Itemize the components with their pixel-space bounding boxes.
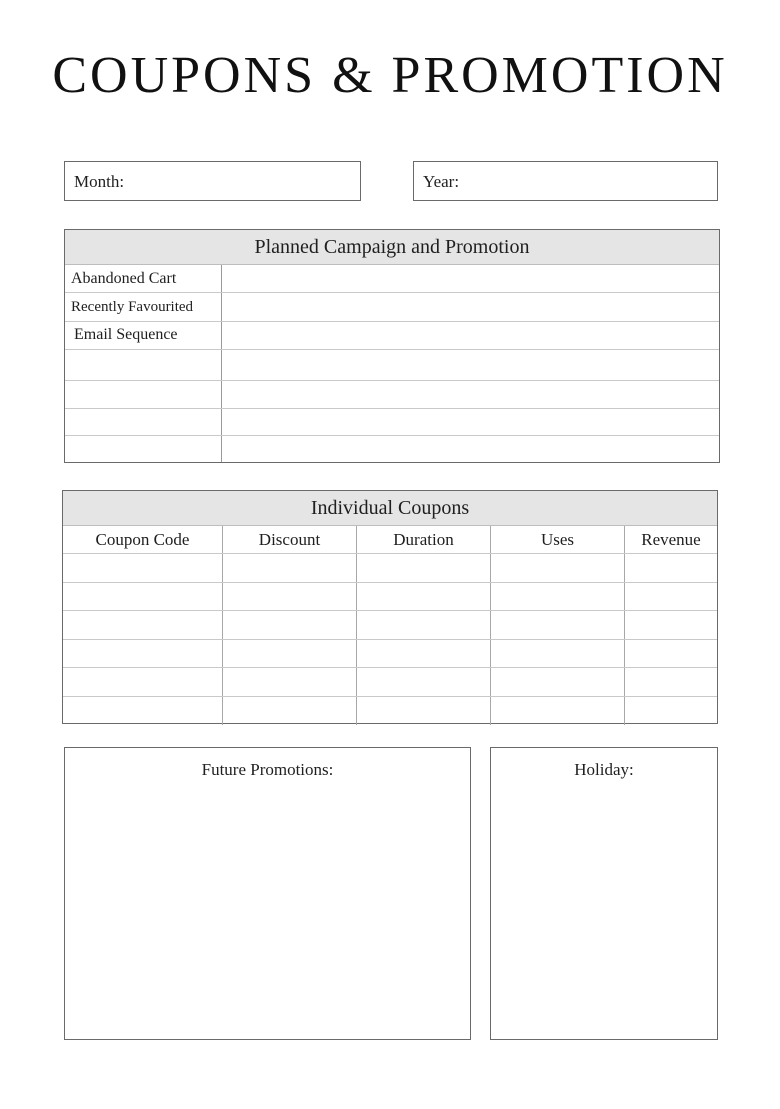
campaign-label-cell: Abandoned Cart [65,265,222,292]
table-cell[interactable] [63,554,223,582]
campaign-value-cell[interactable] [222,322,719,349]
campaign-value-cell[interactable] [222,409,719,435]
table-cell[interactable] [63,583,223,611]
table-cell[interactable] [63,611,223,639]
table-cell[interactable] [625,697,717,726]
campaign-value-cell[interactable] [222,381,719,408]
table-cell[interactable] [625,611,717,639]
holiday-box[interactable] [490,747,718,1040]
table-cell[interactable] [625,640,717,668]
table-cell[interactable] [357,668,491,696]
month-label: Month: [74,172,125,191]
table-row [63,583,717,612]
table-row [65,265,719,293]
campaign-value-cell[interactable] [222,436,719,462]
table-cell[interactable] [491,583,625,611]
campaign-label-cell [65,409,222,435]
table-cell[interactable] [491,697,625,726]
table-cell[interactable] [357,554,491,582]
future-promotions-label: Future Promotions: [201,760,334,779]
table-cell[interactable] [63,640,223,668]
campaign-label-cell [65,381,222,408]
holiday-label: Holiday: [574,760,634,779]
table-row [65,322,719,350]
campaign-value-cell[interactable] [222,293,719,321]
table-row [65,350,719,381]
table-cell[interactable] [223,668,357,696]
table-cell[interactable] [491,554,625,582]
column-header-revenue: Revenue [641,530,701,549]
table-row [63,697,717,726]
year-label: Year: [423,172,460,191]
campaign-label-cell: Email Sequence [65,322,222,349]
column-header-coupon-code: Coupon Code [63,526,223,553]
individual-coupons-table [62,490,718,724]
coupons-header: Individual Coupons [63,491,717,526]
table-cell[interactable] [223,611,357,639]
table-row [65,293,719,322]
month-field[interactable] [64,161,361,201]
campaign-value-cell[interactable] [222,265,719,292]
table-cell[interactable] [223,583,357,611]
table-cell[interactable] [491,668,625,696]
table-cell[interactable] [625,583,717,611]
table-cell[interactable] [223,697,357,726]
table-row [63,611,717,640]
table-cell[interactable] [63,668,223,696]
future-promotions-box[interactable] [64,747,471,1040]
table-row [63,668,717,697]
table-row [63,640,717,669]
year-field[interactable] [413,161,718,201]
table-cell[interactable] [357,583,491,611]
campaign-label-cell [65,436,222,462]
table-cell[interactable] [491,611,625,639]
coupons-column-headers [63,526,717,554]
table-cell[interactable] [223,640,357,668]
table-cell[interactable] [625,668,717,696]
table-cell[interactable] [357,640,491,668]
campaign-label-cell [65,350,222,380]
table-cell[interactable] [357,611,491,639]
column-header-uses: Uses [491,526,625,553]
planned-campaign-table [64,229,720,463]
column-header-discount: Discount [223,526,357,553]
column-header-duration: Duration [357,526,491,553]
table-row [65,436,719,462]
campaign-header: Planned Campaign and Promotion [65,230,719,265]
table-cell[interactable] [223,554,357,582]
campaign-label-cell: Recently Favourited [65,293,222,321]
table-cell[interactable] [357,697,491,726]
table-cell[interactable] [625,554,717,582]
table-cell[interactable] [491,640,625,668]
table-row [63,554,717,583]
table-cell[interactable] [63,697,223,726]
page-title: COUPONS & PROMOTION [52,47,728,104]
table-row [65,409,719,436]
campaign-value-cell[interactable] [222,350,719,380]
table-row [65,381,719,409]
